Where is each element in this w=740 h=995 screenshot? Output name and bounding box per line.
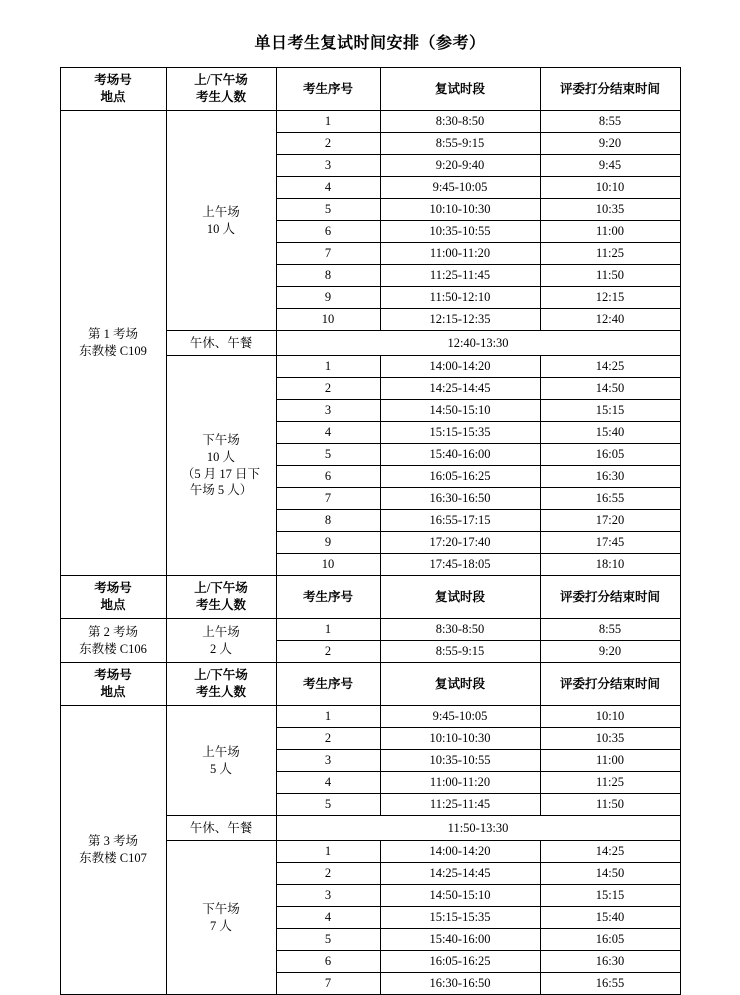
header-exam-room-line2: 地点 — [100, 598, 126, 612]
candidate-number: 4 — [276, 907, 380, 929]
interview-slot: 8:55-9:15 — [380, 641, 540, 663]
interview-slot: 8:30-8:50 — [380, 619, 540, 641]
session-1-morning-line2: 10 人 — [206, 221, 236, 236]
candidate-number: 3 — [276, 750, 380, 772]
header-exam-room — [60, 663, 166, 706]
table-row — [60, 619, 680, 641]
interview-slot: 11:25-11:45 — [380, 265, 540, 287]
scoring-end-time: 12:15 — [540, 287, 680, 309]
header-session — [166, 576, 276, 619]
scoring-end-time: 14:25 — [540, 356, 680, 378]
scoring-end-time: 16:55 — [540, 973, 680, 995]
page-title: 单日考生复试时间安排（参考） — [254, 35, 486, 52]
scoring-end-time: 16:05 — [540, 929, 680, 951]
candidate-number: 4 — [276, 177, 380, 199]
interview-slot: 14:50-15:10 — [380, 400, 540, 422]
scoring-end-time: 16:05 — [540, 444, 680, 466]
candidate-number: 9 — [276, 287, 380, 309]
scoring-end-time: 16:30 — [540, 951, 680, 973]
scoring-end-time: 8:55 — [540, 619, 680, 641]
candidate-number: 3 — [276, 155, 380, 177]
header-exam-room — [60, 68, 166, 111]
interview-slot: 14:00-14:20 — [380, 356, 540, 378]
candidate-number: 6 — [276, 466, 380, 488]
scoring-end-time: 14:50 — [540, 378, 680, 400]
session-cell-3-afternoon — [166, 841, 276, 995]
scoring-end-time: 8:55 — [540, 111, 680, 133]
candidate-number: 2 — [276, 378, 380, 400]
table-header-row — [60, 576, 680, 619]
candidate-number: 3 — [276, 400, 380, 422]
scoring-end-time: 11:25 — [540, 243, 680, 265]
break-label: 午休、午餐 — [166, 331, 276, 356]
interview-slot: 14:25-14:45 — [380, 863, 540, 885]
scoring-end-time: 9:20 — [540, 641, 680, 663]
session-1-afternoon-line2: 10 人 — [206, 449, 236, 464]
break-label: 午休、午餐 — [166, 816, 276, 841]
scoring-end-time: 15:15 — [540, 885, 680, 907]
interview-slot: 16:05-16:25 — [380, 951, 540, 973]
scoring-end-time: 9:45 — [540, 155, 680, 177]
session-cell-2-morning — [166, 619, 276, 663]
header-scoring-end-time: 评委打分结束时间 — [540, 68, 680, 111]
candidate-number: 1 — [276, 706, 380, 728]
session-2-morning-line2: 2 人 — [210, 641, 232, 656]
interview-slot: 11:00-11:20 — [380, 772, 540, 794]
session-cell-1-morning — [166, 111, 276, 331]
header-session — [166, 68, 276, 111]
session-3-morning-line2: 5 人 — [210, 761, 232, 776]
session-2-morning-line1: 上午场 — [202, 624, 240, 639]
candidate-number: 1 — [276, 841, 380, 863]
venue-2-line2: 东教楼 C106 — [79, 641, 147, 656]
venue-cell-1 — [60, 111, 166, 576]
header-session-line1: 上/下午场 — [194, 73, 248, 88]
candidate-number: 5 — [276, 794, 380, 816]
venue-2-line1: 第 2 考场 — [87, 624, 138, 639]
candidate-number: 10 — [276, 554, 380, 576]
table-row — [60, 111, 680, 133]
break-time: 11:50-13:30 — [276, 816, 680, 841]
venue-3-line2: 东教楼 C107 — [79, 851, 147, 865]
interview-slot: 17:45-18:05 — [380, 554, 540, 576]
table-row — [60, 706, 680, 728]
interview-slot: 9:45-10:05 — [380, 706, 540, 728]
table-header-row — [60, 68, 680, 111]
header-scoring-end-time: 评委打分结束时间 — [540, 576, 680, 619]
header-interview-slot: 复试时段 — [380, 663, 540, 706]
candidate-number: 1 — [276, 356, 380, 378]
header-session-line2: 考生人数 — [195, 685, 246, 699]
header-session-line2: 考生人数 — [195, 90, 246, 104]
candidate-number: 3 — [276, 885, 380, 907]
interview-slot: 10:10-10:30 — [380, 199, 540, 221]
interview-slot: 16:30-16:50 — [380, 973, 540, 995]
session-1-afternoon-line4: 午场 5 人） — [189, 483, 253, 498]
scoring-end-time: 15:15 — [540, 400, 680, 422]
scoring-end-time: 17:45 — [540, 532, 680, 554]
venue-1-line2: 东教楼 C109 — [79, 344, 147, 358]
candidate-number: 10 — [276, 309, 380, 331]
interview-slot: 15:40-16:00 — [380, 929, 540, 951]
venue-1-line1: 第 1 考场 — [87, 327, 138, 342]
interview-slot: 14:00-14:20 — [380, 841, 540, 863]
interview-slot: 10:35-10:55 — [380, 750, 540, 772]
candidate-number: 2 — [276, 728, 380, 750]
interview-slot: 11:50-12:10 — [380, 287, 540, 309]
scoring-end-time: 10:10 — [540, 706, 680, 728]
candidate-number: 7 — [276, 973, 380, 995]
interview-slot: 15:40-16:00 — [380, 444, 540, 466]
scoring-end-time: 14:25 — [540, 841, 680, 863]
interview-slot: 14:50-15:10 — [380, 885, 540, 907]
header-exam-room-line1: 考场号 — [94, 73, 132, 88]
scoring-end-time: 11:50 — [540, 794, 680, 816]
session-cell-1-afternoon — [166, 356, 276, 576]
candidate-number: 4 — [276, 772, 380, 794]
header-exam-room-line1: 考场号 — [94, 668, 132, 683]
candidate-number: 8 — [276, 510, 380, 532]
candidate-number: 5 — [276, 929, 380, 951]
session-1-afternoon-line3: （5 月 17 日下 — [181, 466, 261, 481]
candidate-number: 2 — [276, 863, 380, 885]
session-3-morning-line1: 上午场 — [202, 744, 240, 759]
interview-slot: 16:05-16:25 — [380, 466, 540, 488]
interview-slot: 14:25-14:45 — [380, 378, 540, 400]
scoring-end-time: 10:10 — [540, 177, 680, 199]
scoring-end-time: 18:10 — [540, 554, 680, 576]
scoring-end-time: 16:30 — [540, 466, 680, 488]
header-candidate-number: 考生序号 — [276, 576, 380, 619]
scoring-end-time: 11:25 — [540, 772, 680, 794]
candidate-number: 6 — [276, 951, 380, 973]
candidate-number: 7 — [276, 488, 380, 510]
candidate-number: 5 — [276, 444, 380, 466]
interview-schedule-table — [60, 67, 681, 995]
header-candidate-number: 考生序号 — [276, 663, 380, 706]
scoring-end-time: 10:35 — [540, 199, 680, 221]
interview-slot: 16:55-17:15 — [380, 510, 540, 532]
candidate-number: 2 — [276, 133, 380, 155]
interview-slot: 8:30-8:50 — [380, 111, 540, 133]
candidate-number: 5 — [276, 199, 380, 221]
interview-slot: 9:45-10:05 — [380, 177, 540, 199]
header-session-line1: 上/下午场 — [194, 581, 248, 596]
scoring-end-time: 11:50 — [540, 265, 680, 287]
interview-slot: 16:30-16:50 — [380, 488, 540, 510]
scoring-end-time: 11:00 — [540, 221, 680, 243]
scoring-end-time: 9:20 — [540, 133, 680, 155]
header-exam-room-line2: 地点 — [100, 90, 126, 104]
interview-slot: 17:20-17:40 — [380, 532, 540, 554]
scoring-end-time: 10:35 — [540, 728, 680, 750]
interview-slot: 11:25-11:45 — [380, 794, 540, 816]
session-cell-3-morning — [166, 706, 276, 816]
scoring-end-time: 15:40 — [540, 422, 680, 444]
session-3-afternoon-line1: 下午场 — [202, 901, 240, 916]
interview-slot: 15:15-15:35 — [380, 907, 540, 929]
session-1-morning-line1: 上午场 — [202, 204, 240, 219]
scoring-end-time: 11:00 — [540, 750, 680, 772]
header-interview-slot: 复试时段 — [380, 68, 540, 111]
header-interview-slot: 复试时段 — [380, 576, 540, 619]
scoring-end-time: 15:40 — [540, 907, 680, 929]
candidate-number: 9 — [276, 532, 380, 554]
candidate-number: 1 — [276, 111, 380, 133]
scoring-end-time: 17:20 — [540, 510, 680, 532]
interview-slot: 15:15-15:35 — [380, 422, 540, 444]
header-exam-room — [60, 576, 166, 619]
header-scoring-end-time: 评委打分结束时间 — [540, 663, 680, 706]
venue-3-line1: 第 3 考场 — [87, 834, 138, 849]
interview-slot: 11:00-11:20 — [380, 243, 540, 265]
venue-cell-2 — [60, 619, 166, 663]
interview-slot: 8:55-9:15 — [380, 133, 540, 155]
header-exam-room-line2: 地点 — [100, 685, 126, 699]
venue-cell-3 — [60, 706, 166, 995]
header-session — [166, 663, 276, 706]
candidate-number: 1 — [276, 619, 380, 641]
interview-slot: 12:15-12:35 — [380, 309, 540, 331]
header-session-line1: 上/下午场 — [194, 668, 248, 683]
candidate-number: 6 — [276, 221, 380, 243]
candidate-number: 2 — [276, 641, 380, 663]
session-3-afternoon-line2: 7 人 — [210, 918, 232, 933]
break-time: 12:40-13:30 — [276, 331, 680, 356]
header-candidate-number: 考生序号 — [276, 68, 380, 111]
header-session-line2: 考生人数 — [195, 598, 246, 612]
session-1-afternoon-line1: 下午场 — [202, 432, 240, 447]
scoring-end-time: 12:40 — [540, 309, 680, 331]
table-header-row — [60, 663, 680, 706]
candidate-number: 8 — [276, 265, 380, 287]
scoring-end-time: 14:50 — [540, 863, 680, 885]
header-exam-room-line1: 考场号 — [94, 581, 132, 596]
interview-slot: 9:20-9:40 — [380, 155, 540, 177]
scoring-end-time: 16:55 — [540, 488, 680, 510]
interview-slot: 10:10-10:30 — [380, 728, 540, 750]
interview-slot: 10:35-10:55 — [380, 221, 540, 243]
candidate-number: 4 — [276, 422, 380, 444]
candidate-number: 7 — [276, 243, 380, 265]
